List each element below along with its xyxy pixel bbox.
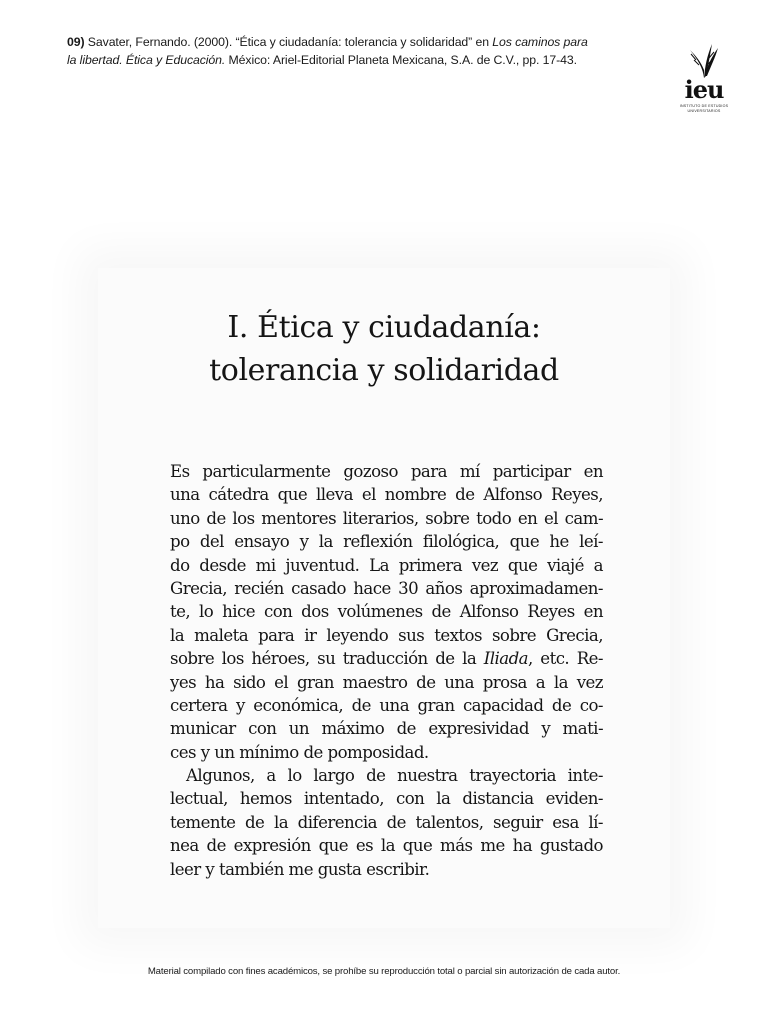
logo-subtitle-2: UNIVERSITARIOS: [687, 109, 721, 113]
body-line: uno de los mentores literarios, sobre todo en el cam-: [170, 508, 603, 528]
citation-line-1: [67, 33, 667, 51]
body-line: [170, 647, 603, 670]
body-line: Algunos, a lo largo de nuestra trayectoria inte-: [186, 766, 603, 786]
body-line: lectual, hemos intentado, con la distancia eviden-: [170, 789, 603, 809]
body-line: la maleta para ir leyendo sus textos sobre Grecia,: [170, 625, 603, 645]
body-line: yes ha sido el gran maestro de una prosa a la vez: [170, 672, 603, 692]
citation-number: 09): [67, 35, 85, 49]
citation-book-title-2: la libertad. Ética y Educación.: [67, 53, 226, 67]
chapter-title-line-2: tolerancia y solidaridad: [209, 353, 559, 388]
body-line: nea de expresión que es la que más me ha gustado: [170, 836, 603, 856]
logo-subtitle-1: INSTITUTO DE ESTUDIOS: [679, 104, 729, 108]
citation-header: [67, 33, 667, 69]
body-line: certera y económica, de una gran capacidad de co-: [170, 695, 603, 715]
citation-line-2: [67, 51, 667, 69]
body-line: do desde mi juventud. La primera vez que viajé a: [170, 555, 603, 575]
body-line: te, lo hice con dos volúmenes de Alfonso Reyes en: [170, 602, 603, 622]
citation-book-title-1: Los caminos para: [492, 35, 588, 49]
body-line-text: sobre los héroes, su traducción de la: [170, 649, 484, 669]
body-line: temente de la diferencia de talentos, seguir esa lí-: [170, 812, 603, 832]
logo-text: ieu: [684, 75, 724, 104]
citation-text-1: Savater, Fernando. (2000). “Ética y ciudadanía: tolerancia y solidaridad” en: [84, 35, 493, 49]
body-line: Es particularmente gozoso para mí participar en: [170, 462, 603, 481]
body-text: [170, 460, 603, 881]
body-line: Grecia, recién casado hace 30 años aproximadamen-: [170, 578, 603, 598]
body-line: leer y también me gusta escribir.: [170, 859, 430, 879]
body-line-text: , etc. Re-: [528, 649, 603, 669]
iliada-title: Iliada: [483, 649, 529, 669]
feather-quill-icon: [676, 40, 732, 80]
citation-text-2: México: Ariel-Editorial Planeta Mexicana, S.A. de C.V., pp. 17-43.: [225, 53, 577, 67]
body-line: una cátedra que lleva el nombre de Alfonso Reyes,: [170, 485, 603, 505]
ieu-logo: [676, 40, 732, 116]
body-line: ces y un mínimo de pomposidad.: [170, 742, 429, 762]
chapter-title-line-1: I. Ética y ciudadanía:: [227, 310, 541, 345]
footer-disclaimer: Material compilado con fines académicos, se prohíbe su reproducción total o parcial sin autorización de cada autor.: [147, 966, 621, 977]
body-line: po del ensayo y la reflexión filológica, que he leí-: [170, 532, 603, 552]
body-line: municar con un máximo de expresividad y mati-: [170, 719, 603, 739]
chapter-title: [98, 306, 670, 392]
